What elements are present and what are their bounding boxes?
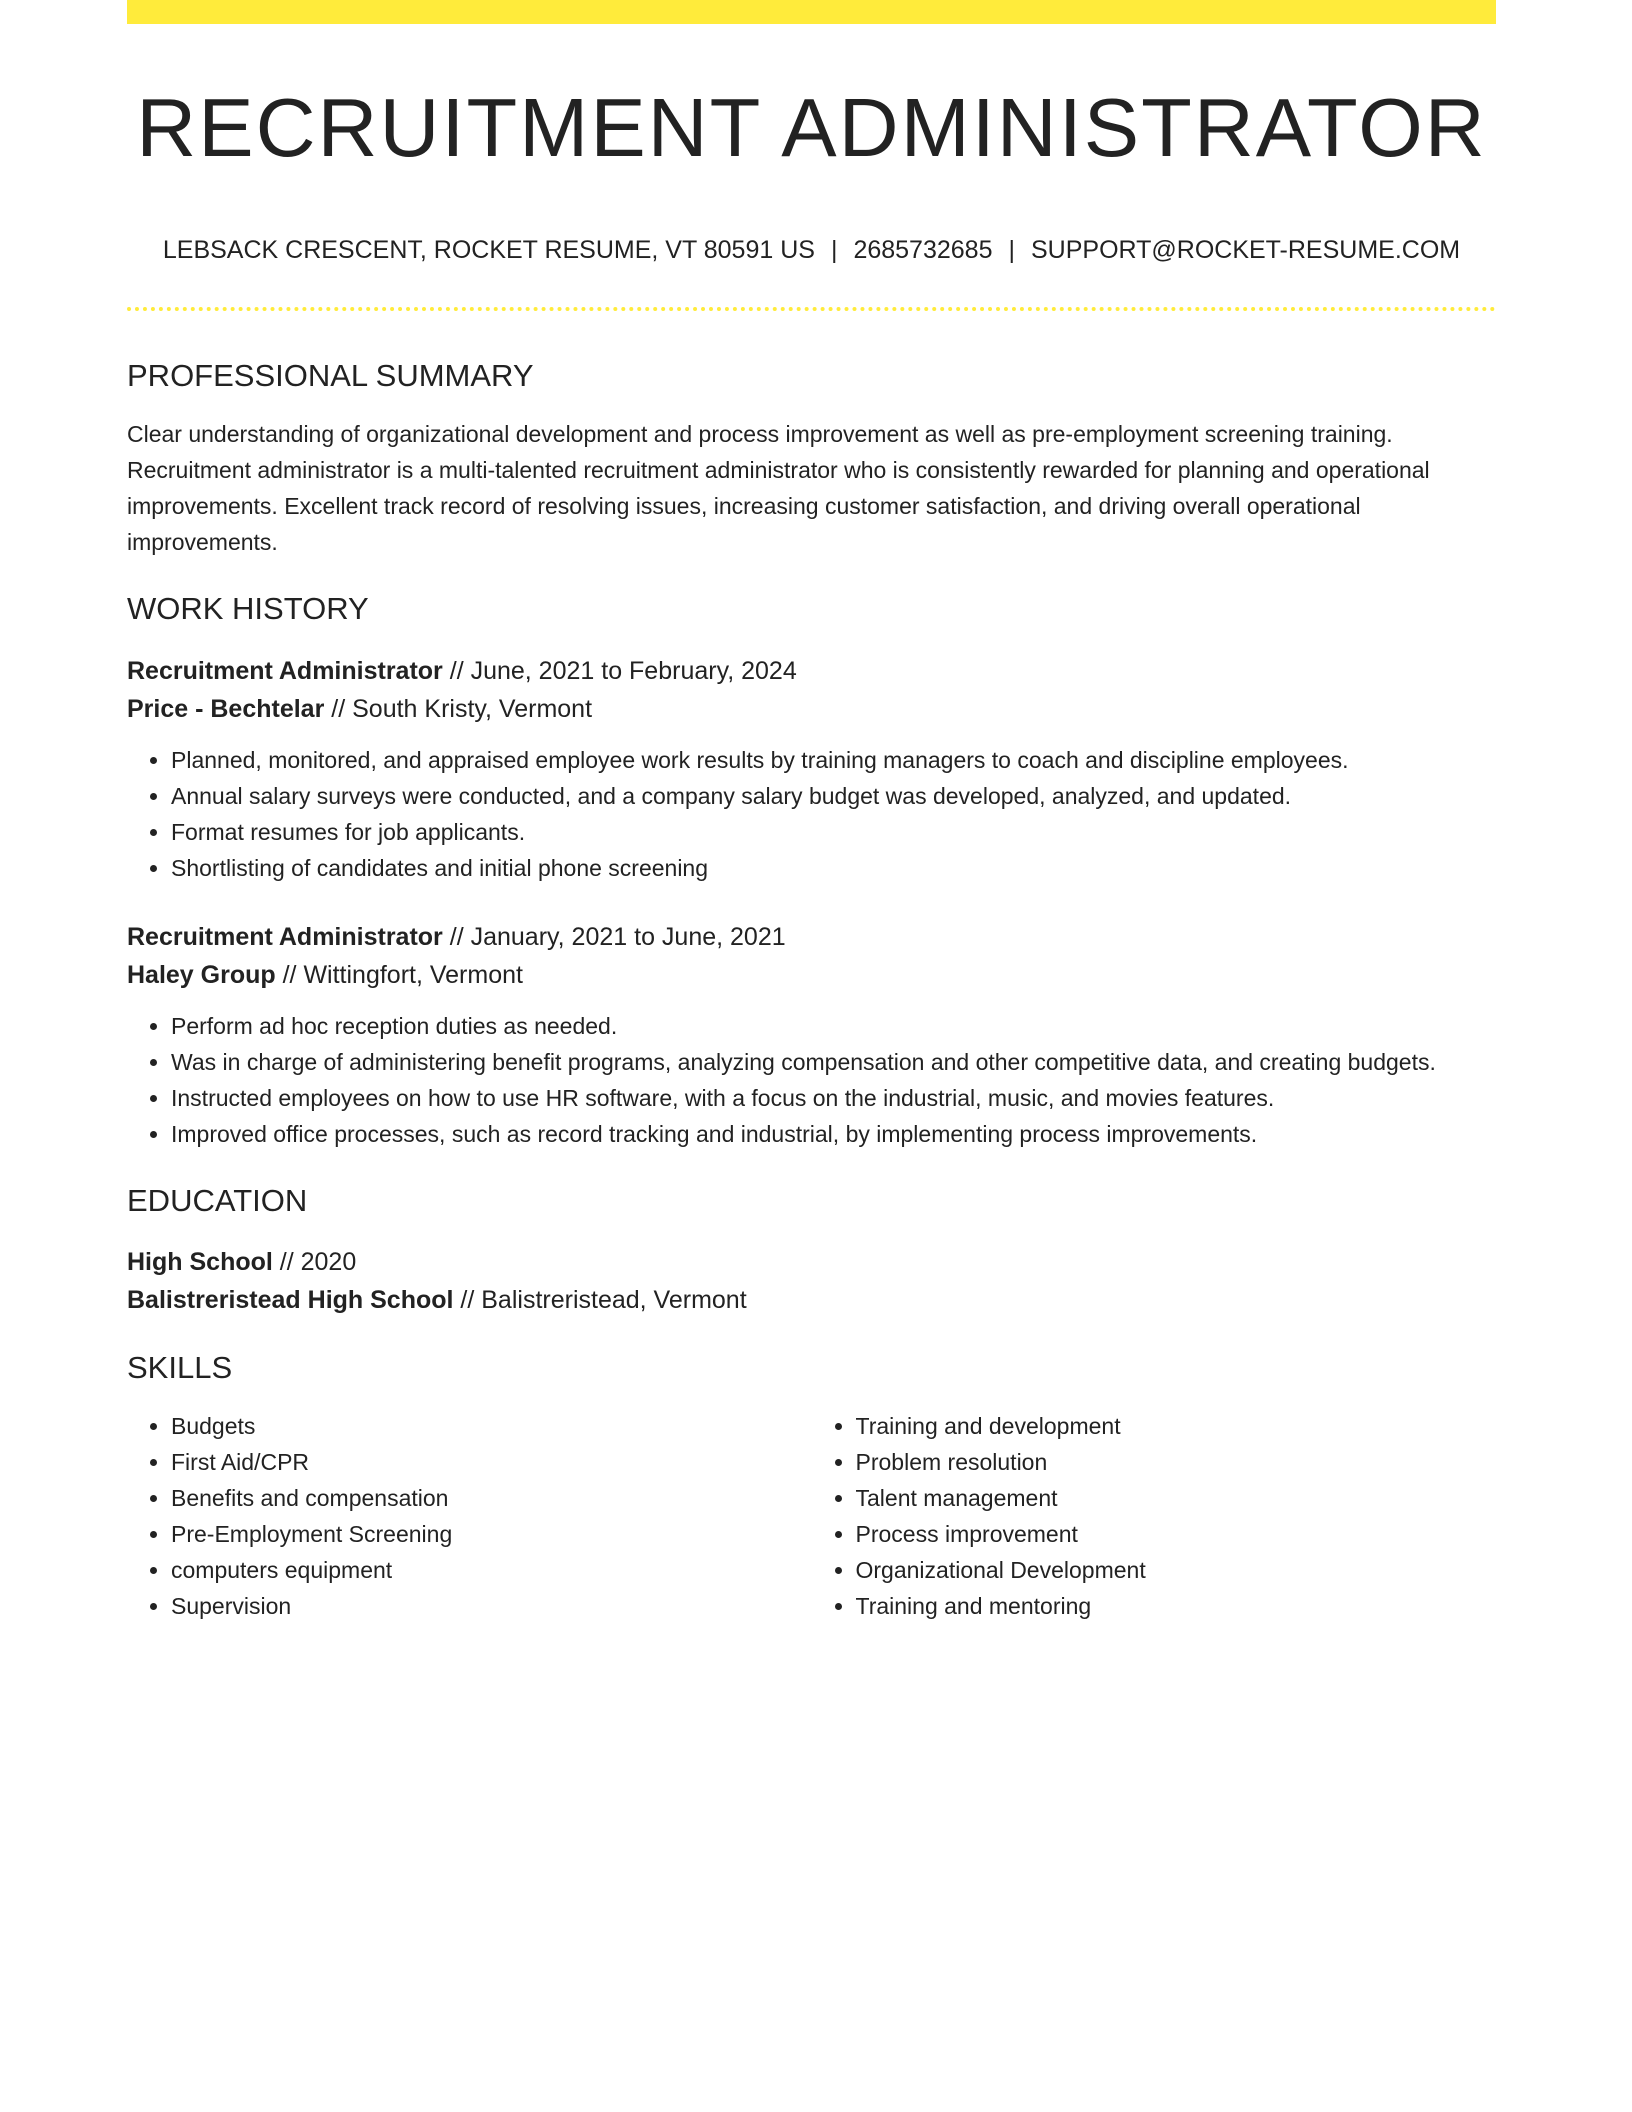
- job-bullet: • Format resumes for job applicants.: [171, 814, 1496, 850]
- skill-item: • Pre-Employment Screening: [171, 1516, 812, 1552]
- contact-address: LEBSACK CRESCENT, ROCKET RESUME, VT 80591 US: [162, 236, 815, 265]
- job-location: // Wittingfort, Vermont: [275, 960, 523, 989]
- work-history-heading: WORK HISTORY: [127, 591, 369, 627]
- job-entry: [127, 652, 1496, 886]
- summary-heading: PROFESSIONAL SUMMARY: [127, 358, 534, 394]
- skill-item: • Benefits and compensation: [171, 1480, 812, 1516]
- contact-separator: |: [830, 236, 838, 265]
- education-school-line: [127, 1281, 1496, 1319]
- skills-heading: SKILLS: [127, 1349, 233, 1385]
- skills-list-right: [812, 1408, 1497, 1624]
- contact-separator: |: [1008, 236, 1015, 265]
- job-location: // South Kristy, Vermont: [324, 694, 593, 723]
- job-company-line: [127, 690, 1496, 728]
- skill-item: • Training and development: [856, 1408, 1497, 1444]
- resume-title: RECRUITMENT ADMINISTRATOR: [136, 81, 1487, 174]
- top-accent-bar: [127, 0, 1496, 24]
- job-role-line: [127, 652, 1496, 690]
- skills-list-left: [127, 1408, 812, 1624]
- job-bullet: • Annual salary surveys were conducted, and a company salary budget was developed, analyzed, and updated.: [171, 778, 1496, 814]
- job-bullet: • Perform ad hoc reception duties as needed.: [171, 1008, 1496, 1044]
- education-school: Balistreristead High School: [127, 1285, 454, 1314]
- skill-item: • First Aid/CPR: [171, 1444, 812, 1480]
- dotted-divider: [127, 307, 1496, 311]
- job-role: Recruitment Administrator: [127, 656, 443, 685]
- resume-content: [127, 0, 1496, 1624]
- education-location: // Balistreristead, Vermont: [453, 1285, 747, 1314]
- job-bullet: • Instructed employees on how to use HR software, with a focus on the industrial, music, and movies features.: [171, 1080, 1496, 1116]
- job-bullet: • Shortlisting of candidates and initial phone screening: [171, 850, 1496, 886]
- skill-item: • Supervision: [171, 1588, 812, 1624]
- contact-phone: 2685732685: [853, 236, 993, 265]
- skill-item: • computers equipment: [171, 1552, 812, 1588]
- education-entry: [127, 1243, 1496, 1319]
- summary-text: Clear understanding of organizational development and process improvement as well as pre-employment screening training. Recruitment administrator is a multi-talented recruitment administrator who is consistently rewarded for planning and operational improvements. Excellent track record of resolving issues, increasing customer satisfaction, and driving overall operational improvements.: [127, 421, 1430, 556]
- education-year: // 2020: [272, 1247, 357, 1276]
- education-degree: High School: [127, 1247, 273, 1276]
- skill-item: • Organizational Development: [856, 1552, 1497, 1588]
- skill-item: • Budgets: [171, 1408, 812, 1444]
- skill-item: • Talent management: [856, 1480, 1497, 1516]
- job-bullets: [127, 1008, 1496, 1152]
- skills-columns: [127, 1408, 1496, 1624]
- contact-line: [127, 235, 1496, 265]
- skill-item: • Training and mentoring: [856, 1588, 1497, 1624]
- education-heading: EDUCATION: [127, 1182, 308, 1218]
- job-dates: // January, 2021 to June, 2021: [442, 922, 786, 951]
- job-company: Price - Bechtelar: [127, 694, 325, 723]
- job-dates: // June, 2021 to February, 2024: [442, 656, 797, 685]
- skill-item: • Process improvement: [856, 1516, 1497, 1552]
- job-bullets: [127, 742, 1496, 886]
- education-degree-line: [127, 1243, 1496, 1281]
- job-bullet: • Planned, monitored, and appraised employee work results by training managers to coach and discipline employees.: [171, 742, 1496, 778]
- contact-email: SUPPORT@ROCKET-RESUME.COM: [1030, 236, 1461, 265]
- skill-item: • Problem resolution: [856, 1444, 1497, 1480]
- job-company: Haley Group: [127, 960, 276, 989]
- job-company-line: [127, 956, 1496, 994]
- job-entry: [127, 918, 1496, 1152]
- job-role-line: [127, 918, 1496, 956]
- job-bullet: • Was in charge of administering benefit programs, analyzing compensation and other competitive data, and creating budgets.: [171, 1044, 1496, 1080]
- job-bullet: • Improved office processes, such as record tracking and industrial, by implementing process improvements.: [171, 1116, 1496, 1152]
- job-role: Recruitment Administrator: [127, 922, 443, 951]
